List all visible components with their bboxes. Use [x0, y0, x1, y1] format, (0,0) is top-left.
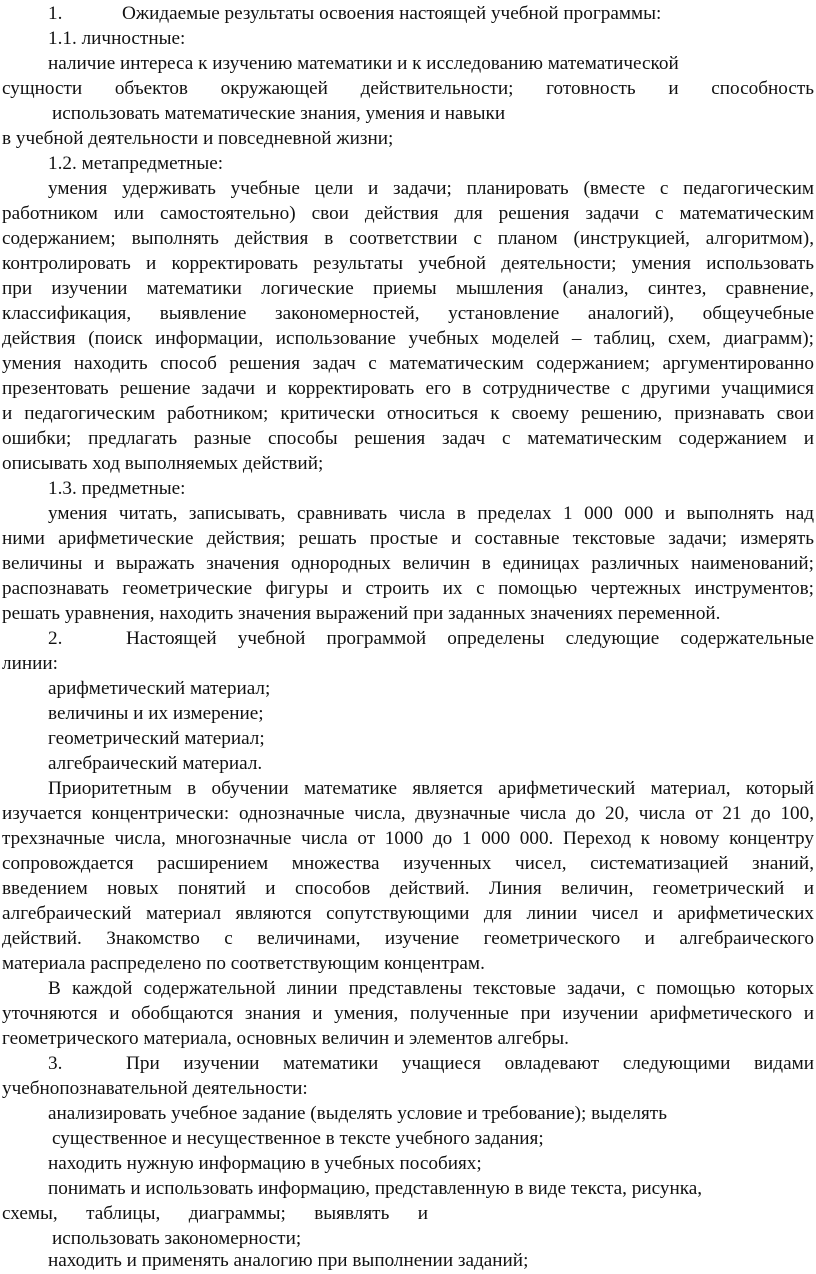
metasubject-results-line: классификация, выявление закономерностей, установление аналогий), общеучебные	[2, 303, 814, 324]
activity-line: находить нужную информацию в учебных пособиях;	[48, 1153, 482, 1174]
metasubject-results-line: умения находить способ решения задач с математическим содержанием; аргументированно	[2, 353, 814, 374]
text-tasks-line: В каждой содержательной линии представлены текстовые задачи, с помощью которых	[48, 978, 814, 999]
metasubject-results-line: содержанием; выполнять действия в соответствии с планом (инструкцией, алгоритмом),	[2, 228, 814, 249]
metasubject-results-line: умения удерживать учебные цели и задачи; планировать (вместе с педагогическим	[48, 178, 814, 199]
content-line-item: арифметический материал;	[48, 678, 271, 699]
metasubject-results-line: работником или самостоятельно) свои действия для решения задачи с математическим	[2, 203, 814, 224]
metasubject-results-line: презентовать решение задачи и корректировать его в сотрудничестве с другими учащимися	[2, 378, 814, 399]
activity-line: схемы, таблицы, диаграммы; выявлять и	[2, 1203, 428, 1224]
arithmetic-priority-line: введением новых понятий и способов действий. Линия величин, геометрический и	[2, 878, 814, 899]
arithmetic-priority-line: действий. Знакомство с величинами, изучение геометрического и алгебраического	[2, 928, 814, 949]
metasubject-results-line: ошибки; предлагать разные способы решения задач с математическим содержанием и	[2, 428, 814, 449]
arithmetic-priority-line: сопровождается расширением множества изученных чисел, систематизацией знаний,	[2, 853, 814, 874]
arithmetic-priority-line: материала распределено по соответствующим концентрам.	[2, 953, 485, 974]
activity-line: находить и применять аналогию при выполнении заданий;	[48, 1250, 529, 1271]
arithmetic-priority-line: трехзначные числа, многозначные числа от 1000 до 1 000 000. Переход к новому концентру	[2, 828, 814, 849]
metasubject-results-line: и педагогическим работником; критически относиться к своему решению, признавать свои	[2, 403, 814, 424]
arithmetic-priority-line: алгебраический материал являются сопутствующими для линии чисел и арифметических	[2, 903, 814, 924]
activity-line: существенное и несущественное в тексте учебного задания;	[52, 1128, 544, 1149]
activity-line: использовать закономерности;	[52, 1228, 302, 1249]
personal-results-line: наличие интереса к изучению математики и к исследованию математической	[48, 53, 679, 74]
section-2-title-cont: линии:	[2, 653, 58, 674]
metasubject-results-line: при изучении математики логические приемы мышления (анализ, синтез, сравнение,	[2, 278, 814, 299]
subsection-1-1-heading: 1.1. личностные:	[48, 28, 186, 49]
activity-line: понимать и использовать информацию, представленную в виде текста, рисунка,	[48, 1178, 703, 1199]
section-1-number: 1.	[48, 3, 63, 24]
metasubject-results-line: контролировать и корректировать результаты учебной деятельности; умения использовать	[2, 253, 814, 274]
text-tasks-line: уточняются и обобщаются знания и умения, полученные при изучении арифметического и	[2, 1003, 814, 1024]
section-2-title: Настоящей учебной программой определены следующие содержательные	[126, 628, 814, 649]
section-3-title: При изучении математики учащиеся овладевают следующими видами	[126, 1053, 814, 1074]
metasubject-results-line: действия (поиск информации, использование учебных моделей – таблиц, схем, диаграмм);	[2, 328, 814, 349]
text-tasks-line: геометрического материала, основных величин и элементов алгебры.	[2, 1028, 569, 1049]
subject-results-line: величины и выражать значения однородных величин в единицах различных наименований;	[2, 553, 814, 574]
section-3-number: 3.	[48, 1053, 63, 1074]
section-1-title: Ожидаемые результаты освоения настоящей учебной программы:	[122, 3, 662, 24]
content-line-item: величины и их измерение;	[48, 703, 264, 724]
arithmetic-priority-line: Приоритетным в обучении математике является арифметический материал, который	[48, 778, 814, 799]
arithmetic-priority-line: изучается концентрически: однозначные числа, двузначные числа до 20, числа от 21 до 100,	[2, 803, 814, 824]
section-3-title-cont: учебнопознавательной деятельности:	[2, 1078, 308, 1099]
personal-results-line: в учебной деятельности и повседневной жизни;	[2, 128, 394, 149]
subject-results-line: решать уравнения, находить значения выражений при заданных значениях переменной.	[2, 603, 721, 624]
subject-results-line: умения читать, записывать, сравнивать числа в пределах 1 000 000 и выполнять над	[48, 503, 814, 524]
activity-line: анализировать учебное задание (выделять условие и требование); выделять	[48, 1103, 667, 1124]
subject-results-line: ними арифметические действия; решать простые и составные текстовые задачи; измерять	[2, 528, 814, 549]
personal-results-line: использовать математические знания, умения и навыки	[52, 103, 506, 124]
personal-results-line: сущности объектов окружающей действительности; готовность и способность	[2, 78, 814, 99]
section-2-number: 2.	[48, 628, 63, 649]
metasubject-results-line: описывать ход выполняемых действий;	[2, 453, 324, 474]
subject-results-line: распознавать геометрические фигуры и строить их с помощью чертежных инструментов;	[2, 578, 814, 599]
content-line-item: алгебраический материал.	[48, 753, 263, 774]
subsection-1-3-heading: 1.3. предметные:	[48, 478, 186, 499]
content-line-item: геометрический материал;	[48, 728, 265, 749]
subsection-1-2-heading: 1.2. метапредметные:	[48, 153, 224, 174]
